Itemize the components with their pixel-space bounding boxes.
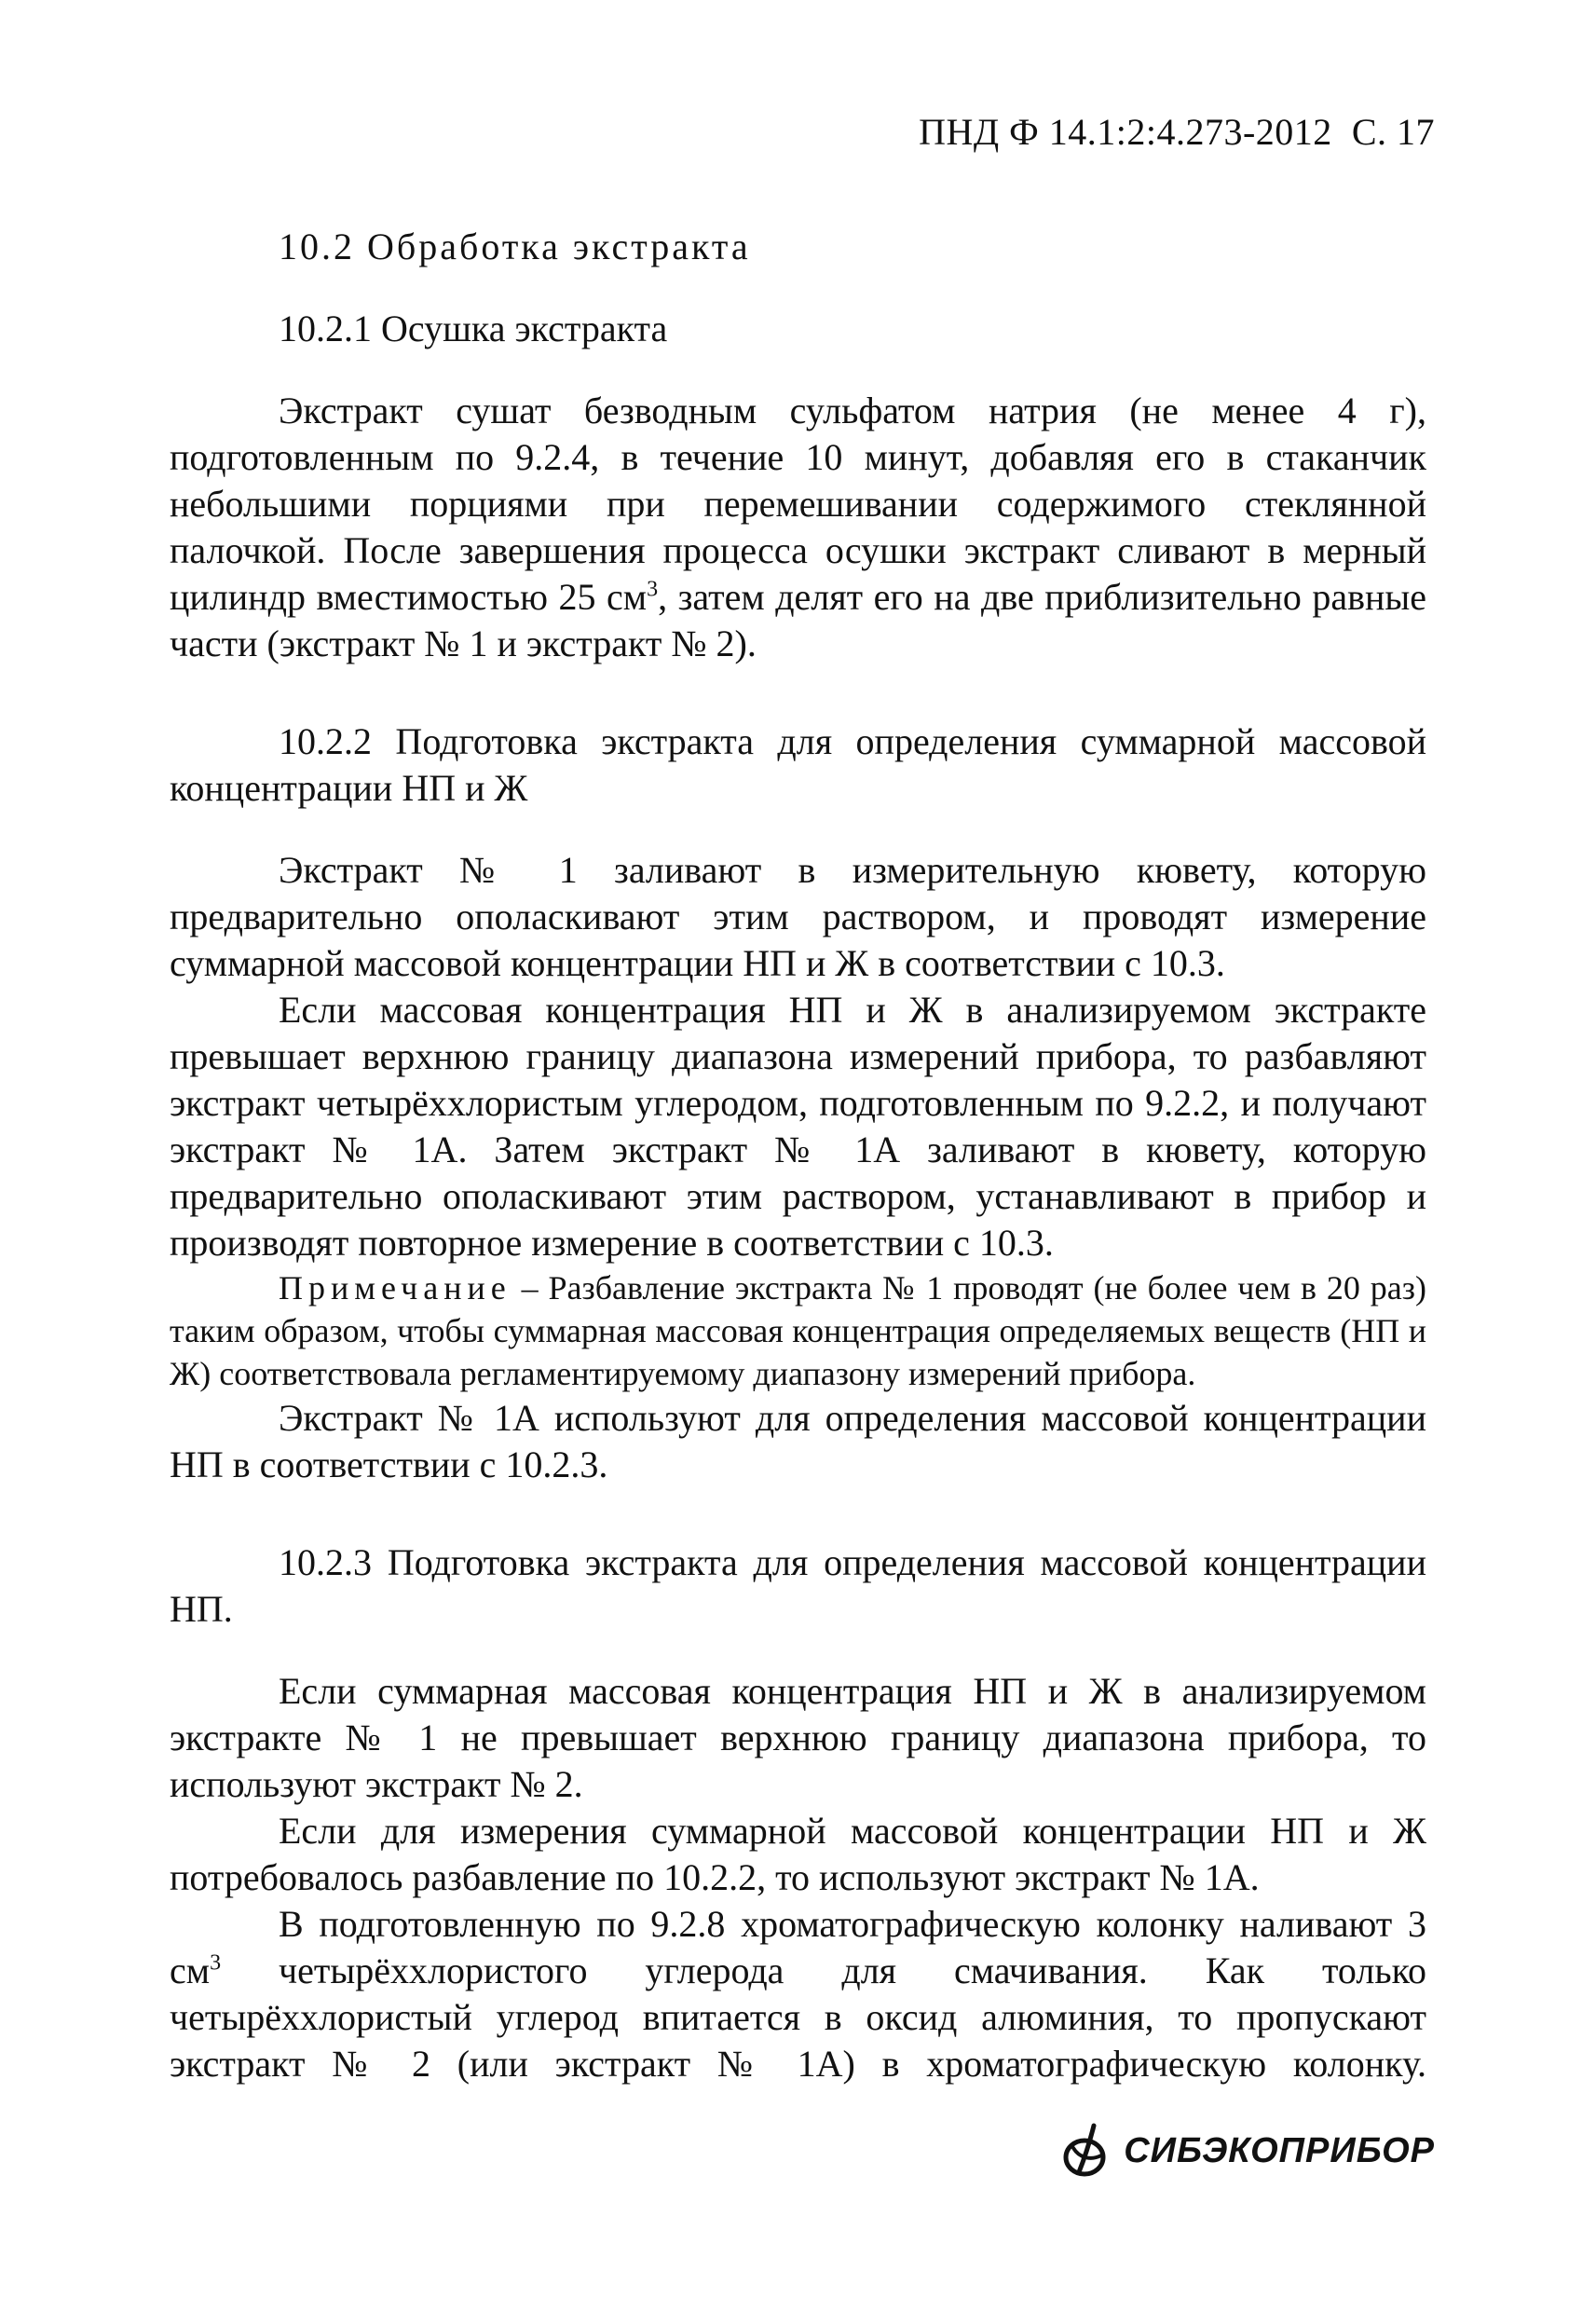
superscript: 3 bbox=[647, 577, 659, 602]
paragraph-extract-1: Экстракт № 1 заливают в измерительную кювету, которую предварительно ополаскивают этим раствором, и проводят измерение суммарной массовой концентрации НП и Ж в соответствии с 10.3. bbox=[170, 849, 1426, 984]
subsection-heading-10-2-1: 10.2.1 Осушка экстракта bbox=[279, 308, 668, 349]
paragraph-extract-1a: Экстракт № 1А используют для определения массовой концентрации НП в соответствии с 10.2.3. bbox=[170, 1397, 1426, 1485]
paragraph-use-extract-1a: Если для измерения суммарной массовой концентрации НП и Ж потребовалось разбавление по 10.2.2, то используют экстракт № 1А. bbox=[170, 1810, 1426, 1898]
publisher-logo bbox=[1057, 2120, 1435, 2182]
document-body bbox=[170, 224, 1426, 2087]
sibecopribor-logo-icon bbox=[1057, 2120, 1118, 2182]
subsection-heading-10-2-3: 10.2.3 Подготовка экстракта для определения массовой концентрации НП. bbox=[170, 1541, 1426, 1630]
text-run: , затем делят его на две приблизительно равные части (экстракт № 1 и экстракт № 2). bbox=[170, 576, 1427, 664]
page-number: С. 17 bbox=[1351, 111, 1435, 153]
paragraph-column bbox=[170, 1901, 1426, 2087]
paragraph-use-extract-2: Если суммарная массовая концентрация НП и Ж в анализируемом экстракте № 1 не превышает верхнюю границу диапазона прибора, то используют экстракт № 2. bbox=[170, 1670, 1426, 1805]
logo-text: СИБЭКОПРИБОР bbox=[1124, 2130, 1435, 2170]
section-title: 10.2 Обработка экстракта bbox=[279, 226, 751, 267]
note-text: – Разбавление экстракта № 1 проводят (не более чем в 20 раз) таким образом, чтобы суммарная массовая концентрация определяемых веществ (НП и Ж) соответствовала регламентируемому диапазону измерений прибора. bbox=[170, 1269, 1426, 1392]
note bbox=[170, 1266, 1426, 1395]
document-code: ПНД Ф 14.1:2:4.273-2012 bbox=[919, 111, 1332, 153]
note-label: Примечание bbox=[279, 1269, 512, 1306]
paragraph-drying bbox=[170, 388, 1426, 667]
text-run: Экстракт сушат безводным сульфатом натрия (не менее 4 г), подготовленным по 9.2.4, в течение 10 минут, добавляя его в стаканчик небольшими порциями при перемешивании содержимого стеклянной палочкой. После завершения процесса осушки экстракт сливают в мерный цилиндр вместимостью 25 см bbox=[170, 390, 1426, 618]
subsection-heading-10-2-2: 10.2.2 Подготовка экстракта для определения суммарной массовой концентрации НП и Ж bbox=[170, 720, 1426, 809]
superscript: 3 bbox=[210, 1950, 222, 1976]
page-header bbox=[919, 110, 1435, 154]
text-run: В подготовленную по 9.2.8 хроматографическую колонку наливают 3 см bbox=[170, 1903, 1426, 1991]
paragraph-dilution: Если массовая концентрация НП и Ж в анализируемом экстракте превышает верхнюю границу диапазона измерений прибора, то разбавляют экстракт четырёххлористым углеродом, подготовленным по 9.2.2, и получают экстракт № 1А. Затем экстракт № 1А заливают в кювету, которую предварительно ополаскивают этим раствором, устанавливают в прибор и производят повторное измерение в соответствии с 10.3. bbox=[170, 989, 1426, 1264]
text-run: четырёххлористого углерода для смачивания. Как только четырёххлористый углерод впитается в оксид алюминия, то пропускают экстракт № 2 (или экстракт № 1А) в хроматографическую колонку. bbox=[170, 1949, 1426, 2085]
